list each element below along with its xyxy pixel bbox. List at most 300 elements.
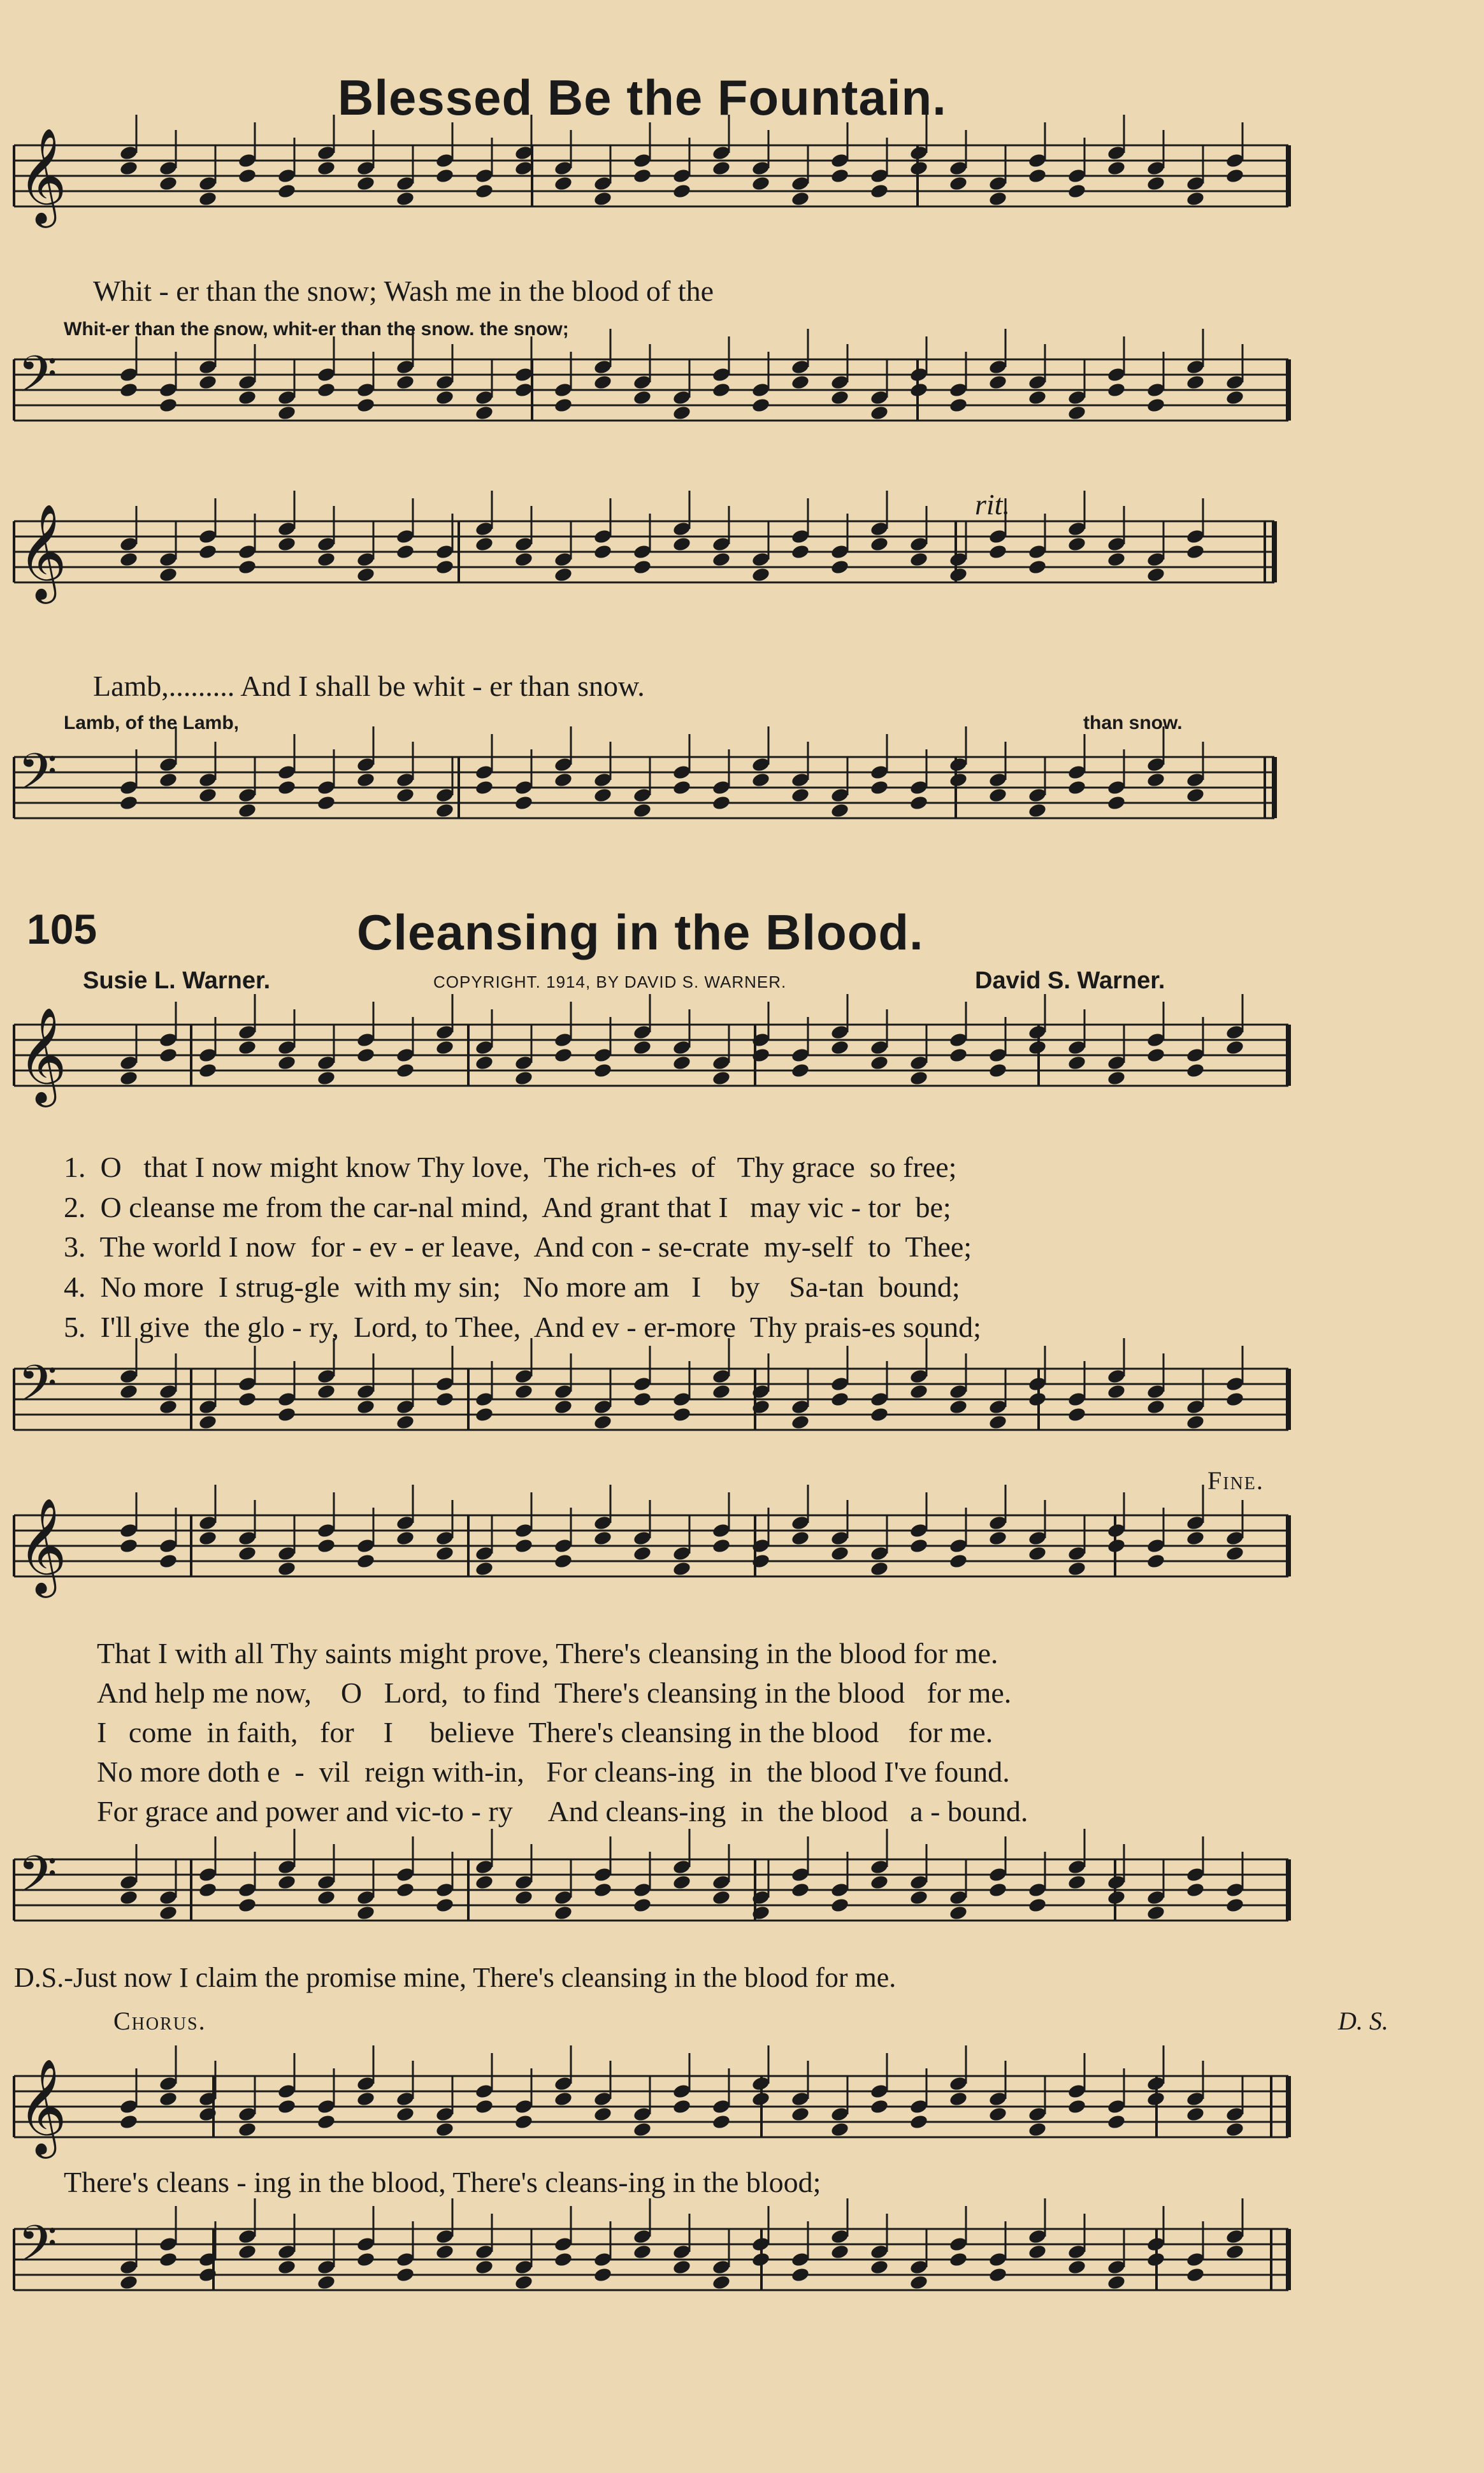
notehead xyxy=(317,551,336,568)
verse-line: 2. O cleanse me from the car-nal mind, And grant that I may vic - tor be; xyxy=(64,1191,951,1223)
notehead xyxy=(277,1406,297,1423)
notehead xyxy=(633,559,652,575)
notehead xyxy=(198,191,218,207)
notehead xyxy=(475,2098,494,2115)
notehead xyxy=(317,1889,336,1906)
verse-line: And help me now, O Lord, to find There's cleansing in the blood for me. xyxy=(97,1676,1012,1709)
notehead xyxy=(317,160,336,177)
notehead xyxy=(475,183,494,199)
notehead xyxy=(909,1538,929,1554)
notehead xyxy=(988,1530,1008,1547)
notehead xyxy=(317,1538,336,1554)
notehead xyxy=(672,2098,692,2115)
notehead xyxy=(949,2251,969,2268)
notehead xyxy=(238,2244,257,2260)
notehead xyxy=(988,787,1008,804)
bass-clef: 𝄢 xyxy=(18,1354,57,1425)
notehead xyxy=(751,566,771,583)
notehead xyxy=(396,2106,415,2123)
notehead xyxy=(1028,802,1048,819)
notehead xyxy=(356,397,376,414)
notehead xyxy=(672,1055,692,1071)
ds-marking: D. S. xyxy=(1338,2007,1388,2035)
chorus-label: Chorus. xyxy=(113,2007,206,2035)
notehead xyxy=(830,2244,850,2260)
notehead xyxy=(277,2259,297,2275)
notehead xyxy=(159,566,178,583)
notehead xyxy=(554,1553,573,1569)
notehead xyxy=(791,2106,810,2123)
notehead xyxy=(238,1039,257,1056)
notehead xyxy=(435,1897,455,1914)
notehead xyxy=(1186,2106,1206,2123)
notehead xyxy=(1107,1070,1127,1086)
notehead xyxy=(870,2098,890,2115)
notehead xyxy=(1067,2259,1087,2275)
notehead xyxy=(1107,1538,1127,1554)
notehead xyxy=(1225,1391,1245,1408)
notehead xyxy=(1067,1874,1087,1891)
notehead xyxy=(1107,382,1127,398)
notehead xyxy=(1107,2114,1127,2130)
notehead xyxy=(949,1905,969,1921)
notehead xyxy=(988,1414,1008,1431)
notehead xyxy=(554,2091,573,2107)
notehead xyxy=(119,551,139,568)
notehead xyxy=(1186,1414,1206,1431)
notehead xyxy=(633,1039,652,1056)
verse-line: 4. No more I strug-gle with my sin; No more am I by Sa-tan bound; xyxy=(64,1271,960,1303)
notehead xyxy=(198,1414,218,1431)
notehead xyxy=(238,1545,257,1562)
notehead xyxy=(1186,374,1206,391)
notehead xyxy=(1028,1545,1048,1562)
notehead xyxy=(1146,1553,1166,1569)
notehead xyxy=(830,1545,850,1562)
notehead xyxy=(830,168,850,184)
notehead xyxy=(238,168,257,184)
ds-lyric-line: D.S.-Just now I claim the promise mine, There's cleansing in the blood for me. xyxy=(14,1962,897,1993)
bass-clef: 𝄢 xyxy=(18,1845,57,1916)
notehead xyxy=(119,2274,139,2291)
notehead xyxy=(712,1889,731,1906)
notehead xyxy=(119,1070,139,1086)
notehead xyxy=(949,1399,969,1415)
notehead xyxy=(791,191,810,207)
notehead xyxy=(791,787,810,804)
notehead xyxy=(870,1561,890,1577)
notehead xyxy=(1107,795,1127,811)
notehead xyxy=(1225,1545,1245,1562)
notehead xyxy=(712,2114,731,2130)
rit-marking: rit. xyxy=(975,488,1010,521)
notehead xyxy=(514,551,534,568)
notehead xyxy=(1186,191,1206,207)
notehead xyxy=(712,382,731,398)
notehead xyxy=(238,559,257,575)
notehead xyxy=(1225,389,1245,406)
notehead xyxy=(633,2244,652,2260)
treble-clef: 𝄞 xyxy=(18,1006,67,1103)
notehead xyxy=(514,2274,534,2291)
notehead xyxy=(909,1383,929,1400)
notehead xyxy=(593,2267,613,2283)
notehead xyxy=(633,389,652,406)
notehead xyxy=(198,787,218,804)
notehead xyxy=(435,2121,455,2138)
notehead xyxy=(1067,405,1087,421)
song1-system1-bass-lyric: Whit-er than the snow, whit-er than the snow. the snow; xyxy=(64,319,569,340)
notehead xyxy=(317,2114,336,2130)
verse-line: For grace and power and vic-to - ry And cleans-ing in the blood a - bound. xyxy=(97,1795,1028,1828)
notehead xyxy=(1225,1039,1245,1056)
notehead xyxy=(277,405,297,421)
notehead xyxy=(751,2251,771,2268)
notehead xyxy=(119,1383,139,1400)
notehead xyxy=(514,1070,534,1086)
notehead xyxy=(317,795,336,811)
notehead xyxy=(1186,1882,1206,1898)
notehead xyxy=(870,1874,890,1891)
notehead xyxy=(949,2091,969,2107)
notehead xyxy=(1028,168,1048,184)
notehead xyxy=(119,1889,139,1906)
notehead xyxy=(909,160,929,177)
notehead xyxy=(238,1391,257,1408)
notehead xyxy=(277,1561,297,1577)
notehead xyxy=(317,2274,336,2291)
notehead xyxy=(159,1399,178,1415)
notehead xyxy=(317,1383,336,1400)
notehead xyxy=(475,536,494,552)
notehead xyxy=(633,2121,652,2138)
notehead xyxy=(712,1538,731,1554)
notehead xyxy=(1067,779,1087,796)
notehead xyxy=(435,559,455,575)
notehead xyxy=(396,1882,415,1898)
notehead xyxy=(672,183,692,199)
notehead xyxy=(198,1530,218,1547)
notehead xyxy=(514,1383,534,1400)
treble-clef: 𝄞 xyxy=(18,127,67,224)
notehead xyxy=(791,1530,810,1547)
notehead xyxy=(396,1530,415,1547)
notehead xyxy=(830,389,850,406)
notehead xyxy=(830,1897,850,1914)
notehead xyxy=(712,2274,731,2291)
notehead xyxy=(1186,787,1206,804)
notehead xyxy=(356,175,376,192)
notehead xyxy=(870,1055,890,1071)
fine-marking: Fine. xyxy=(1207,1466,1264,1495)
notehead xyxy=(396,544,415,560)
notehead xyxy=(554,1047,573,1063)
notehead xyxy=(1186,1062,1206,1079)
notehead xyxy=(1186,2267,1206,2283)
notehead xyxy=(593,191,613,207)
notehead xyxy=(1107,1889,1127,1906)
notehead xyxy=(909,795,929,811)
notehead xyxy=(1028,1391,1048,1408)
notehead xyxy=(909,2114,929,2130)
notehead xyxy=(475,1561,494,1577)
notehead xyxy=(1067,183,1087,199)
notehead xyxy=(988,2106,1008,2123)
notehead xyxy=(396,787,415,804)
notehead xyxy=(554,1905,573,1921)
notehead xyxy=(593,1530,613,1547)
notehead xyxy=(159,1047,178,1063)
notehead xyxy=(119,160,139,177)
notehead xyxy=(1028,559,1048,575)
notehead xyxy=(1146,1905,1166,1921)
notehead xyxy=(672,405,692,421)
bass-clef: 𝄢 xyxy=(18,742,57,814)
notehead xyxy=(830,1039,850,1056)
notehead xyxy=(159,1905,178,1921)
notehead xyxy=(593,544,613,560)
notehead xyxy=(238,1897,257,1914)
notehead xyxy=(277,1874,297,1891)
notehead xyxy=(277,1055,297,1071)
notehead xyxy=(514,795,534,811)
notehead xyxy=(988,1882,1008,1898)
notehead xyxy=(475,1406,494,1423)
notehead xyxy=(435,1039,455,1056)
notehead xyxy=(396,1414,415,1431)
notehead xyxy=(791,1414,810,1431)
notehead xyxy=(988,544,1008,560)
notehead xyxy=(119,795,139,811)
notehead xyxy=(356,1905,376,1921)
notehead xyxy=(356,1047,376,1063)
notehead xyxy=(396,2267,415,2283)
notehead xyxy=(672,536,692,552)
notehead xyxy=(396,374,415,391)
notehead xyxy=(1067,2098,1087,2115)
notehead xyxy=(1067,1561,1087,1577)
notehead xyxy=(672,2259,692,2275)
notehead xyxy=(198,374,218,391)
notehead xyxy=(159,772,178,788)
notehead xyxy=(1146,2091,1166,2107)
notehead xyxy=(593,1882,613,1898)
notehead xyxy=(791,1882,810,1898)
notehead xyxy=(593,2106,613,2123)
song1-system2-lyric: Lamb,......... And I shall be whit - er than snow. xyxy=(93,670,645,702)
notehead xyxy=(830,1391,850,1408)
notehead xyxy=(1107,1383,1127,1400)
notehead xyxy=(277,536,297,552)
notehead xyxy=(396,1062,415,1079)
notehead xyxy=(159,2251,178,2268)
notehead xyxy=(593,1414,613,1431)
notehead xyxy=(593,1062,613,1079)
notehead xyxy=(1225,168,1245,184)
notehead xyxy=(949,1553,969,1569)
notehead xyxy=(238,2121,257,2138)
notehead xyxy=(277,2098,297,2115)
notehead xyxy=(396,191,415,207)
notehead xyxy=(435,168,455,184)
notehead xyxy=(949,397,969,414)
notehead xyxy=(1186,1530,1206,1547)
verse-line: 5. I'll give the glo - ry, Lord, to Thee, And ev - er-more Thy prais-es sound; xyxy=(64,1311,981,1343)
notehead xyxy=(475,1055,494,1071)
notehead xyxy=(870,2259,890,2275)
notehead xyxy=(356,1553,376,1569)
notehead xyxy=(514,1889,534,1906)
notehead xyxy=(949,1047,969,1063)
notehead xyxy=(712,551,731,568)
notehead xyxy=(672,1561,692,1577)
notehead xyxy=(988,1062,1008,1079)
notehead xyxy=(554,566,573,583)
notehead xyxy=(435,1391,455,1408)
notehead xyxy=(633,1897,652,1914)
notehead xyxy=(475,779,494,796)
song1-system1-lyric: Whit - er than the snow; Wash me in the blood of the xyxy=(93,275,714,307)
notehead xyxy=(712,1070,731,1086)
notehead xyxy=(830,802,850,819)
notehead xyxy=(475,405,494,421)
notehead xyxy=(791,2267,810,2283)
notehead xyxy=(593,787,613,804)
verse-line: 1. O that I now might know Thy love, The rich-es of Thy grace so free; xyxy=(64,1151,957,1183)
notehead xyxy=(988,374,1008,391)
notehead xyxy=(870,779,890,796)
notehead xyxy=(435,1545,455,1562)
notehead xyxy=(672,779,692,796)
notehead xyxy=(1028,1897,1048,1914)
notehead xyxy=(317,1070,336,1086)
chorus-lyric: There's cleans - ing in the blood, There's cleans-ing in the blood; xyxy=(64,2166,821,2198)
notehead xyxy=(909,1070,929,1086)
notehead xyxy=(435,389,455,406)
notehead xyxy=(1225,2121,1245,2138)
notehead xyxy=(356,566,376,583)
notehead xyxy=(356,772,376,788)
notehead xyxy=(870,405,890,421)
verse-line: That I with all Thy saints might prove, There's cleansing in the blood for me. xyxy=(97,1637,998,1669)
notehead xyxy=(1186,544,1206,560)
notehead xyxy=(1028,2244,1048,2260)
notehead xyxy=(554,397,573,414)
notehead xyxy=(159,175,178,192)
notehead xyxy=(712,160,731,177)
copyright-notice: COPYRIGHT. 1914, BY DAVID S. WARNER. xyxy=(433,972,787,991)
notehead xyxy=(119,2114,139,2130)
notehead xyxy=(870,183,890,199)
notehead xyxy=(198,1062,218,1079)
composer-credit: David S. Warner. xyxy=(975,967,1165,994)
notehead xyxy=(554,2251,573,2268)
notehead xyxy=(1146,1047,1166,1063)
notehead xyxy=(1225,2244,1245,2260)
notehead xyxy=(791,1062,810,1079)
notehead xyxy=(435,802,455,819)
notehead xyxy=(1067,1055,1087,1071)
notehead xyxy=(1028,1039,1048,1056)
notehead xyxy=(1146,2251,1166,2268)
notehead xyxy=(119,1538,139,1554)
notehead xyxy=(751,2091,771,2107)
notehead xyxy=(238,389,257,406)
author-credit: Susie L. Warner. xyxy=(83,967,271,994)
notehead xyxy=(1067,1406,1087,1423)
notehead xyxy=(1028,389,1048,406)
notehead xyxy=(751,175,771,192)
notehead xyxy=(475,2259,494,2275)
song2-title: Cleansing in the Blood. xyxy=(357,904,924,960)
song1-system2-bass-lyric-right: than snow. xyxy=(1083,712,1183,733)
notehead xyxy=(633,1545,652,1562)
notehead xyxy=(356,2091,376,2107)
notehead xyxy=(949,566,969,583)
notehead xyxy=(593,374,613,391)
notehead xyxy=(672,1406,692,1423)
bass-clef: 𝄢 xyxy=(18,345,57,416)
notehead xyxy=(198,544,218,560)
bass-clef: 𝄢 xyxy=(18,2214,57,2286)
notehead xyxy=(1146,175,1166,192)
notehead xyxy=(1146,1399,1166,1415)
notehead xyxy=(317,382,336,398)
notehead xyxy=(356,1399,376,1415)
notehead xyxy=(277,779,297,796)
notehead xyxy=(119,382,139,398)
notehead xyxy=(633,802,652,819)
notehead xyxy=(475,1874,494,1891)
notehead xyxy=(988,2267,1008,2283)
notehead xyxy=(1146,772,1166,788)
notehead xyxy=(159,2091,178,2107)
notehead xyxy=(159,397,178,414)
notehead xyxy=(791,374,810,391)
verse-line: No more doth e - vil reign with-in, For cleans-ing in the blood I've found. xyxy=(97,1756,1010,1788)
hymn-number: 105 xyxy=(27,905,97,953)
verse-line: 3. The world I now for - ev - er leave, And con - se-crate my-self to Thee; xyxy=(64,1230,972,1263)
notehead xyxy=(712,795,731,811)
notehead xyxy=(909,2274,929,2291)
notehead xyxy=(1146,397,1166,414)
notehead xyxy=(1107,551,1127,568)
notehead xyxy=(949,772,969,788)
notehead xyxy=(1146,566,1166,583)
notehead xyxy=(435,2244,455,2260)
treble-clef: 𝄞 xyxy=(18,1497,67,1594)
notehead xyxy=(751,397,771,414)
notehead xyxy=(514,2114,534,2130)
notehead xyxy=(712,1383,731,1400)
notehead xyxy=(514,160,534,177)
notehead xyxy=(554,175,573,192)
notehead xyxy=(198,1882,218,1898)
notehead xyxy=(238,802,257,819)
notehead xyxy=(554,772,573,788)
notehead xyxy=(949,175,969,192)
song1-title: Blessed Be the Fountain. xyxy=(338,69,947,126)
notehead xyxy=(159,1553,178,1569)
notehead xyxy=(870,1406,890,1423)
notehead xyxy=(751,772,771,788)
song1-system2-bass-lyric-left: Lamb, of the Lamb, xyxy=(64,712,240,733)
notehead xyxy=(791,544,810,560)
notehead xyxy=(909,382,929,398)
treble-clef: 𝄞 xyxy=(18,503,67,600)
notehead xyxy=(514,1538,534,1554)
notehead xyxy=(909,1889,929,1906)
